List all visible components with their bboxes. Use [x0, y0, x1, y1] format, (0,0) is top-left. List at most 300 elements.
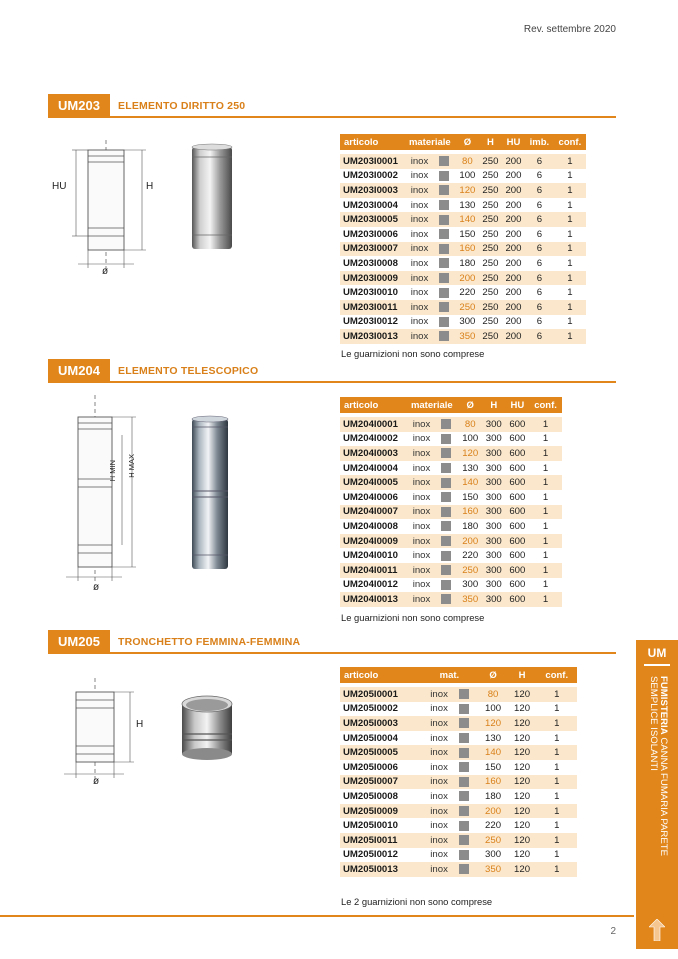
material-text: inox [412, 579, 431, 591]
table-row [340, 519, 562, 534]
value-cell: 1 [542, 579, 549, 591]
section-header-um205 [48, 630, 616, 654]
table-row [340, 804, 577, 819]
material-text: inox [410, 301, 429, 313]
table-row [340, 212, 586, 227]
table-row [340, 154, 586, 169]
value-cell: 600 [509, 550, 526, 562]
table-row [340, 256, 586, 271]
material-swatch-icon [441, 463, 451, 473]
material-swatch-icon [459, 718, 469, 728]
article-code: UM205I0003 [340, 716, 420, 731]
value-cell: 1 [529, 563, 562, 578]
material-swatch-icon [441, 536, 451, 546]
value-cell: 120 [514, 761, 531, 773]
material-text: inox [430, 863, 448, 875]
value-cell: 1 [554, 761, 560, 773]
material-swatch-icon [439, 156, 449, 166]
article-code: UM205I0012 [343, 849, 398, 861]
arrow-up-icon [649, 919, 665, 941]
material-swatch-icon [459, 821, 469, 831]
material-text: inox [430, 849, 448, 861]
value-cell: 250 [479, 183, 502, 198]
value-cell: 1 [567, 199, 573, 211]
table-row [340, 300, 586, 315]
material-cell [405, 505, 458, 520]
section-title: ELEMENTO TELESCOPICO [118, 365, 259, 377]
material-cell [404, 242, 456, 257]
value-cell: 6 [536, 199, 543, 211]
diameter-cell: 350 [456, 329, 479, 344]
value-cell: 1 [537, 716, 577, 731]
value-cell: 120 [514, 849, 531, 861]
article-code: UM204I0013 [340, 592, 405, 607]
table-row [340, 271, 586, 286]
product-photo-um203 [188, 143, 236, 253]
value-cell: 1 [554, 329, 586, 344]
article-code: UM205I0009 [340, 804, 420, 819]
table-body [340, 150, 586, 344]
column-header: conf. [554, 134, 586, 150]
column-header: articolo [340, 134, 404, 150]
material-swatch-icon [439, 229, 449, 239]
value-cell: 120 [508, 745, 537, 760]
article-code: UM205I0005 [340, 745, 420, 760]
material-text: inox [410, 170, 429, 182]
side-tab-category [648, 676, 668, 906]
value-cell: 200 [502, 154, 525, 169]
value-cell: 300 [482, 563, 506, 578]
value-cell: 200 [505, 257, 522, 269]
value-cell: 250 [479, 300, 502, 315]
value-cell: 250 [479, 271, 502, 286]
diameter-cell: 160 [456, 242, 479, 257]
value-cell: 200 [502, 329, 525, 344]
diameter-cell: 350 [479, 862, 508, 877]
material-cell [420, 862, 478, 877]
value-cell: 1 [529, 475, 562, 490]
section-code: UM203 [48, 94, 110, 118]
material-cell [404, 315, 456, 330]
table-row [340, 775, 577, 790]
diameter-cell: 200 [479, 804, 508, 819]
value-cell: 1 [537, 745, 577, 760]
material-text: inox [412, 506, 431, 518]
table-row [340, 789, 577, 804]
value-cell: 1 [554, 154, 586, 169]
value-cell: 120 [508, 716, 537, 731]
material-cell [405, 548, 458, 563]
article-code: UM205I0010 [343, 820, 398, 832]
material-text: inox [412, 477, 431, 489]
value-cell: 200 [505, 199, 522, 211]
material-cell [405, 490, 458, 505]
material-text: inox [412, 418, 431, 430]
table-note: Le guarnizioni non sono comprese [341, 612, 485, 623]
material-swatch-icon [441, 565, 451, 575]
material-cell [420, 833, 478, 848]
diameter-cell: 350 [458, 592, 482, 607]
diameter-cell: 80 [456, 154, 479, 169]
material-cell [420, 804, 478, 819]
value-cell: 1 [554, 212, 586, 227]
article-code: UM203I0003 [340, 183, 404, 198]
column-header: HU [506, 397, 530, 413]
value-cell: 6 [525, 271, 554, 286]
table-row [340, 731, 577, 746]
material-text: inox [430, 805, 448, 817]
material-text: inox [430, 732, 448, 744]
diameter-cell: 180 [462, 520, 479, 532]
value-cell: 200 [505, 316, 522, 328]
value-cell: 1 [529, 505, 562, 520]
article-code: UM205I0006 [343, 761, 398, 773]
material-cell [404, 198, 456, 213]
column-header: HU [502, 134, 525, 150]
value-cell: 250 [482, 199, 499, 211]
material-text: inox [412, 535, 431, 547]
section-header-um204 [48, 359, 616, 383]
value-cell: 120 [508, 775, 537, 790]
dimension-label-diameter: ø [93, 776, 100, 787]
value-cell: 1 [554, 183, 586, 198]
material-swatch-icon [439, 302, 449, 312]
material-text: inox [412, 593, 431, 605]
material-cell [405, 534, 458, 549]
side-tab-category-text: CANNA FUMARIA PARETE SEMPLICE ISOLANTI [648, 676, 669, 857]
value-cell: 250 [482, 316, 499, 328]
material-cell [405, 592, 458, 607]
material-text: inox [430, 688, 448, 700]
material-cell [404, 183, 456, 198]
material-swatch-icon [459, 777, 469, 787]
material-cell [405, 461, 458, 476]
article-code: UM205I0004 [343, 732, 398, 744]
value-cell: 6 [525, 154, 554, 169]
value-cell: 6 [525, 183, 554, 198]
material-swatch-icon [459, 689, 469, 699]
table-row [340, 198, 586, 213]
value-cell: 600 [506, 592, 530, 607]
article-code: UM203I0013 [340, 329, 404, 344]
value-cell: 200 [502, 212, 525, 227]
dimension-label-hmin: H MIN [108, 460, 117, 482]
material-text: inox [430, 820, 448, 832]
value-cell: 300 [485, 550, 502, 562]
material-swatch-icon [439, 215, 449, 225]
material-swatch-icon [439, 273, 449, 283]
material-swatch-icon [439, 288, 449, 298]
diameter-cell: 130 [459, 199, 476, 211]
article-code: UM204I0010 [343, 550, 398, 562]
technical-drawing-um203 [48, 140, 158, 275]
article-code: UM205I0011 [340, 833, 420, 848]
diameter-cell: 120 [456, 183, 479, 198]
value-cell: 250 [479, 212, 502, 227]
diameter-cell: 140 [458, 475, 482, 490]
table-row [340, 475, 562, 490]
diameter-cell: 140 [479, 745, 508, 760]
table-row [340, 687, 577, 702]
value-cell: 6 [536, 257, 543, 269]
column-header: conf. [537, 667, 577, 683]
value-cell: 1 [537, 833, 577, 848]
table-row [340, 461, 562, 476]
material-cell [404, 300, 456, 315]
article-code: UM204I0006 [343, 491, 398, 503]
article-code: UM203I0010 [343, 287, 398, 299]
material-text: inox [430, 761, 448, 773]
material-swatch-icon [441, 507, 451, 517]
material-cell [404, 285, 456, 300]
side-tab-category-bold: FUMISTERIA [658, 676, 669, 735]
diameter-cell: 220 [485, 820, 502, 832]
diameter-cell: 120 [479, 716, 508, 731]
value-cell: 6 [525, 329, 554, 344]
value-cell: 1 [567, 287, 573, 299]
value-cell: 600 [506, 505, 530, 520]
table-note: Le 2 guarnizioni non sono comprese [341, 896, 493, 907]
diameter-cell: 300 [462, 579, 479, 591]
article-code: UM204I0008 [343, 520, 398, 532]
value-cell: 300 [485, 520, 502, 532]
value-cell: 1 [537, 775, 577, 790]
column-header: mat. [420, 667, 478, 683]
article-code: UM205I0007 [340, 775, 420, 790]
material-text: inox [410, 243, 429, 255]
material-text: inox [412, 550, 431, 562]
value-cell: 200 [502, 300, 525, 315]
diameter-cell: 220 [459, 287, 476, 299]
material-swatch-icon [439, 171, 449, 181]
diameter-cell: 250 [458, 563, 482, 578]
article-code: UM205I0013 [340, 862, 420, 877]
product-photo-um205 [178, 694, 236, 762]
value-cell: 300 [482, 534, 506, 549]
article-code: UM203I0006 [343, 228, 398, 240]
material-text: inox [410, 316, 429, 328]
material-swatch-icon [441, 580, 451, 590]
article-code: UM203I0009 [340, 271, 404, 286]
diameter-cell: 140 [456, 212, 479, 227]
dimension-label-diameter: ø [93, 582, 100, 593]
material-swatch-icon [441, 434, 451, 444]
product-table-um203 [340, 134, 586, 344]
value-cell: 1 [542, 462, 549, 474]
value-cell: 200 [502, 271, 525, 286]
article-code: UM205I0002 [343, 703, 398, 715]
value-cell: 600 [509, 491, 526, 503]
material-swatch-icon [459, 806, 469, 816]
material-text: inox [410, 214, 429, 226]
article-code: UM204I0003 [340, 446, 405, 461]
material-cell [404, 271, 456, 286]
table-row [340, 592, 562, 607]
value-cell: 300 [482, 475, 506, 490]
section-code: UM205 [48, 630, 110, 654]
revision-date: Rev. settembre 2020 [523, 24, 616, 35]
table-row [340, 862, 577, 877]
section-code: UM204 [48, 359, 110, 383]
material-swatch-icon [441, 521, 451, 531]
article-code: UM203I0004 [343, 199, 398, 211]
column-header: articolo [340, 667, 420, 683]
diameter-cell: 80 [479, 687, 508, 702]
column-header: materiale [405, 397, 458, 413]
material-text: inox [410, 184, 429, 196]
value-cell: 200 [505, 287, 522, 299]
article-code: UM204I0009 [340, 534, 405, 549]
material-cell [420, 702, 478, 717]
section-header-um203 [48, 94, 616, 118]
material-text: inox [412, 462, 431, 474]
material-text: inox [412, 433, 431, 445]
material-text: inox [430, 790, 448, 802]
column-header: Ø [458, 397, 482, 413]
material-text: inox [412, 564, 431, 576]
section-title: TRONCHETTO FEMMINA-FEMMINA [118, 636, 301, 648]
material-swatch-icon [459, 864, 469, 874]
column-header: materiale [404, 134, 456, 150]
value-cell: 1 [567, 257, 573, 269]
diameter-cell: 130 [462, 462, 479, 474]
material-cell [420, 789, 478, 804]
material-swatch-icon [439, 317, 449, 327]
diameter-cell: 150 [485, 761, 502, 773]
diameter-cell: 130 [485, 732, 502, 744]
value-cell: 6 [536, 228, 543, 240]
value-cell: 300 [485, 433, 502, 445]
column-header: H [508, 667, 537, 683]
value-cell: 600 [509, 462, 526, 474]
material-text: inox [412, 491, 431, 503]
section-title: ELEMENTO DIRITTO 250 [118, 100, 246, 112]
value-cell: 120 [514, 790, 531, 802]
article-code: UM204I0011 [340, 563, 405, 578]
material-cell [404, 154, 456, 169]
product-table-um205 [340, 667, 577, 877]
value-cell: 120 [514, 820, 531, 832]
value-cell: 6 [536, 287, 543, 299]
table-row [340, 227, 586, 242]
material-text: inox [410, 272, 429, 284]
value-cell: 1 [537, 687, 577, 702]
dimension-label-hmax: H MAX [127, 454, 136, 478]
diameter-cell: 200 [458, 534, 482, 549]
material-text: inox [410, 287, 429, 299]
column-header: articolo [340, 397, 405, 413]
value-cell: 600 [506, 417, 530, 432]
material-swatch-icon [459, 733, 469, 743]
material-text: inox [410, 257, 429, 269]
column-header: H [479, 134, 502, 150]
article-code: UM203I0008 [343, 257, 398, 269]
material-cell [404, 227, 456, 242]
dimension-label-h: H [146, 181, 154, 192]
article-code: UM203I0002 [343, 170, 398, 182]
value-cell: 1 [567, 316, 573, 328]
value-cell: 120 [514, 703, 531, 715]
diameter-cell: 100 [485, 703, 502, 715]
value-cell: 300 [482, 505, 506, 520]
table-row [340, 716, 577, 731]
value-cell: 300 [485, 579, 502, 591]
diameter-cell: 120 [458, 446, 482, 461]
material-swatch-icon [439, 244, 449, 254]
diameter-cell: 250 [479, 833, 508, 848]
material-swatch-icon [459, 791, 469, 801]
value-cell: 120 [514, 732, 531, 744]
table-row [340, 285, 586, 300]
side-category-tab [636, 640, 678, 949]
value-cell: 600 [506, 534, 530, 549]
value-cell: 1 [554, 790, 560, 802]
value-cell: 600 [509, 579, 526, 591]
value-cell: 1 [529, 417, 562, 432]
article-code: UM204I0004 [343, 462, 398, 474]
value-cell: 1 [567, 228, 573, 240]
diameter-cell: 180 [485, 790, 502, 802]
value-cell: 1 [542, 491, 549, 503]
footer-rule [0, 915, 634, 917]
table-row [340, 702, 577, 717]
material-cell [420, 848, 478, 863]
table-row [340, 490, 562, 505]
technical-drawing-um205 [60, 678, 150, 788]
value-cell: 1 [529, 592, 562, 607]
page-number: 2 [610, 926, 616, 937]
column-header: Ø [456, 134, 479, 150]
material-swatch-icon [459, 835, 469, 845]
material-swatch-icon [441, 448, 451, 458]
value-cell: 200 [505, 170, 522, 182]
table-body [340, 683, 577, 877]
material-cell [405, 519, 458, 534]
value-cell: 600 [506, 446, 530, 461]
material-cell [405, 563, 458, 578]
value-cell: 120 [508, 804, 537, 819]
value-cell: 600 [506, 563, 530, 578]
article-code: UM204I0002 [343, 433, 398, 445]
diameter-cell: 160 [458, 505, 482, 520]
table-row [340, 848, 577, 863]
material-swatch-icon [459, 850, 469, 860]
material-cell [420, 731, 478, 746]
material-cell [405, 417, 458, 432]
table-row [340, 505, 562, 520]
value-cell: 1 [529, 534, 562, 549]
technical-drawing-um204 [60, 395, 155, 590]
table-row [340, 417, 562, 432]
value-cell: 300 [485, 491, 502, 503]
value-cell: 200 [502, 242, 525, 257]
article-code: UM204I0005 [340, 475, 405, 490]
table-row [340, 745, 577, 760]
diameter-cell: 150 [459, 228, 476, 240]
value-cell: 250 [479, 329, 502, 344]
side-tab-divider [644, 664, 670, 666]
product-photo-um204 [188, 415, 232, 573]
material-swatch-icon [459, 762, 469, 772]
material-swatch-icon [441, 419, 451, 429]
dimension-label-diameter: ø [102, 266, 109, 277]
material-cell [405, 446, 458, 461]
material-cell [404, 169, 456, 184]
value-cell: 250 [482, 228, 499, 240]
material-text: inox [430, 703, 448, 715]
value-cell: 300 [482, 417, 506, 432]
value-cell: 1 [567, 170, 573, 182]
